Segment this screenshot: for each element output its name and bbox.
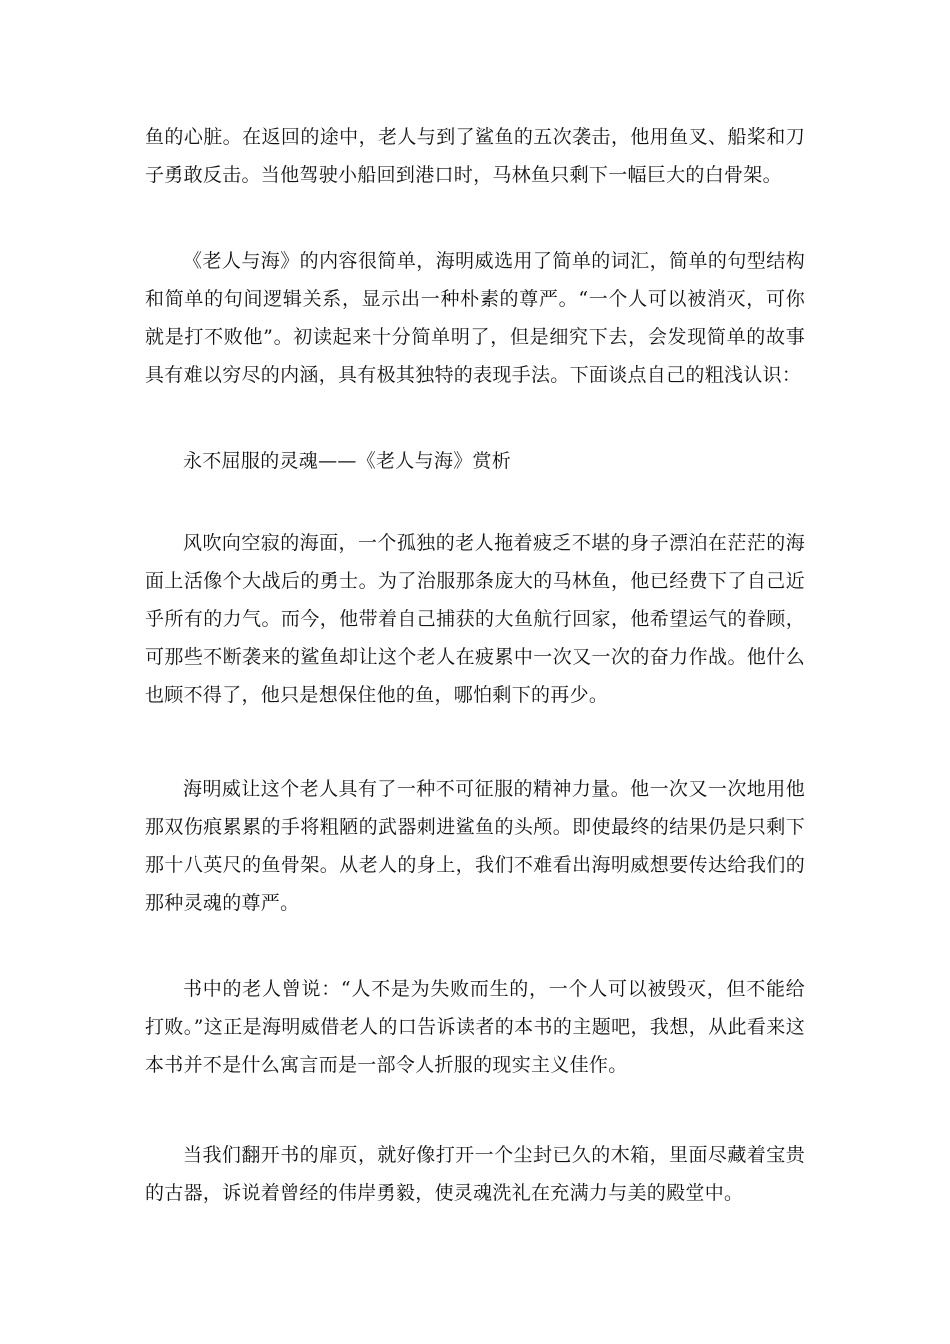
paragraph-body: 海明威让这个老人具有了一种不可征服的精神力量。他一次又一次地用他那双伤痕累累的手将粗陋的武器刺进鲨鱼的头颅。即使最终的结果仍是只剩下那十八英尺的鱼骨架。从老人的身上，我们不难看出海明威想要传达给我们的那种灵魂的尊严。: [145, 778, 805, 914]
paragraph-body: 当我们翻开书的扉页，就好像打开一个尘封已久的木箱，里面尽藏着宝贵的古器，诉说着曾经的伟岸勇毅，使灵魂洗礼在充满力与美的殿堂中。: [145, 1144, 805, 1204]
paragraph-continuation: 鱼的心脏。在返回的途中，老人与到了鲨鱼的五次袭击，他用鱼叉、船桨和刀子勇敢反击。当他驾驶小船回到港口时，马林鱼只剩下一幅巨大的白骨架。: [145, 126, 805, 186]
paragraph-body: 风吹向空寂的海面，一个孤独的老人拖着疲乏不堪的身子漂泊在茫茫的海面上活像个大战后的勇士。为了治服那条庞大的马林鱼，他已经费下了自己近乎所有的力气。而今，他带着自己捕获的大鱼航行回家，他希望运气的眷顾，可那些不断袭来的鲨鱼却让这个老人在疲累中一次又一次的奋力作战。他什么也顾不得了，他只是想保住他的鱼，哪怕剩下的再少。: [145, 532, 805, 706]
paragraph-intro: 《老人与海》的内容很简单，海明威选用了简单的词汇，简单的句型结构和简单的句间逻辑关系，显示出一种朴素的尊严。“一个人可以被消灭，可你就是打不败他”。初读起来十分简单明了，但是细究下去，会发现简单的故事具有难以穷尽的内涵，具有极其独特的表现手法。下面谈点自己的粗浅认识：: [145, 250, 805, 386]
paragraph-body: 书中的老人曾说：“人不是为失败而生的，一个人可以被毁灭，但不能给打败。”这正是海明威借老人的口告诉读者的本书的主题吧，我想，从此看来这本书并不是什么寓言而是一部令人折服的现实主义佳作。: [145, 978, 805, 1076]
section-heading: 永不屈服的灵魂——《老人与海》赏析: [183, 450, 512, 472]
